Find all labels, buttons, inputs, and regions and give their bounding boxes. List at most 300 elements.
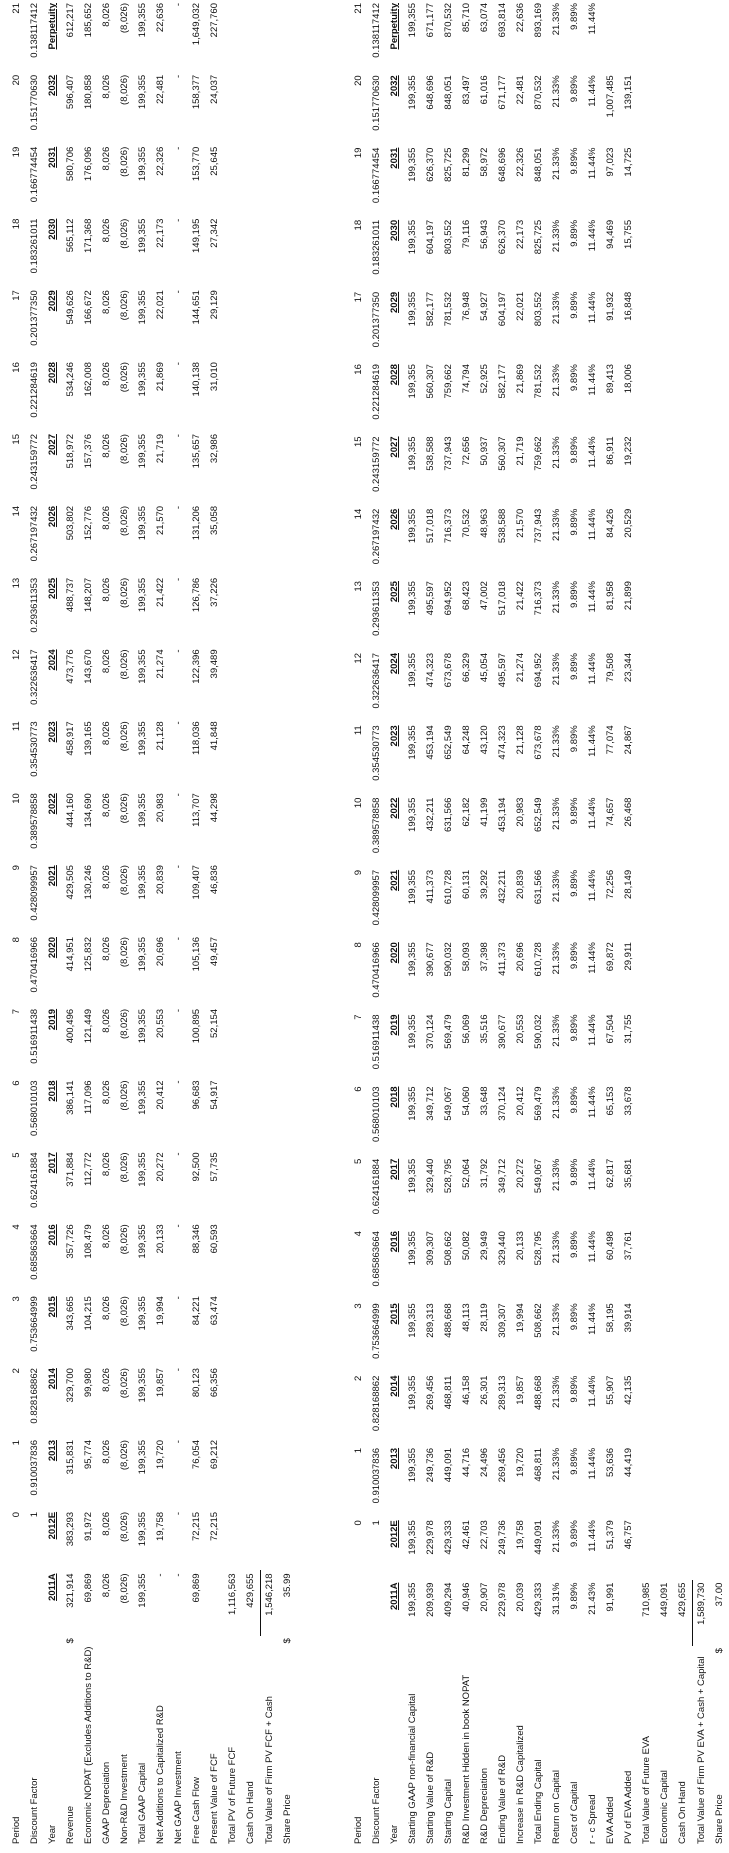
cell: 199,355 [407, 653, 418, 688]
currency-cell [422, 1646, 440, 1654]
cell: 11.44% [587, 1158, 598, 1191]
cell: 0.166774454 [29, 146, 40, 203]
row-eva [602, 0, 620, 1847]
cell: 199,355 [137, 362, 148, 397]
cell: 370,124 [497, 1086, 508, 1121]
cell: 31,792 [479, 1158, 490, 1188]
cell: 329,440 [425, 1158, 436, 1194]
cell: 66,329 [461, 653, 472, 683]
cell: 781,532 [533, 364, 544, 399]
cell: 349,712 [497, 1158, 508, 1194]
row-fcf [188, 0, 206, 1847]
cell: 249,736 [425, 1447, 436, 1483]
cell: 528,795 [533, 1231, 544, 1266]
currency-cell [386, 1646, 404, 1654]
row-period [8, 0, 26, 1847]
cell: 21 [353, 3, 364, 14]
row-net-add-rd [152, 0, 170, 1847]
cell: 2027 [47, 434, 58, 456]
cell: 68,423 [461, 581, 472, 611]
cell: 9.89% [569, 797, 580, 825]
cell: 0.267197432 [371, 508, 382, 565]
row-label: PV of EVA Added [623, 1770, 634, 1844]
cell: 2024 [389, 653, 400, 675]
cell: 6 [11, 1080, 22, 1086]
base-year-cell: 321,914 [65, 1573, 76, 1608]
cell: 143,670 [83, 649, 94, 684]
cell: 108,479 [83, 1224, 94, 1259]
cell: 2015 [47, 1296, 58, 1318]
cell: 18 [353, 219, 364, 231]
row-spread [584, 0, 602, 1847]
cell: 2032 [47, 74, 58, 96]
cell: 2013 [389, 1447, 400, 1470]
cell: 14 [11, 505, 22, 517]
cell: 9.89% [569, 1158, 580, 1186]
cell: 0.470416966 [371, 942, 382, 998]
row-roc [548, 0, 566, 1847]
cell: 329,440 [497, 1231, 508, 1266]
cell: 45,054 [479, 653, 490, 683]
base-year-cell: 21.43% [587, 1582, 598, 1615]
cell: 19,720 [515, 1447, 526, 1477]
cell: 144,651 [191, 290, 202, 325]
base-year-cell: 91,991 [605, 1582, 616, 1612]
cell: 199,355 [407, 869, 418, 905]
summary-value: 1,546,218 [261, 1570, 280, 1635]
base-year-cell: 20,039 [515, 1582, 526, 1612]
cell: 112,772 [83, 1152, 94, 1187]
cell: 14,725 [623, 147, 634, 177]
cell: 626,370 [425, 147, 436, 182]
cell: (8,026) [119, 865, 130, 896]
cell: 29,911 [623, 942, 634, 971]
row-end-rd [494, 0, 512, 1847]
cell: 19,994 [155, 1296, 166, 1326]
cell: 8,026 [101, 74, 112, 99]
cell: 16,848 [623, 291, 634, 321]
cell: 11.44% [587, 653, 598, 685]
cell: 11.44% [587, 1303, 598, 1335]
cell: 2020 [389, 942, 400, 964]
currency-cell [656, 1646, 674, 1654]
row-label: Year [389, 1824, 400, 1844]
cell: 21.33% [551, 942, 562, 975]
cell: 21.33% [551, 1520, 562, 1553]
cell: 105,136 [191, 937, 202, 972]
cell: 17 [11, 290, 22, 301]
cell: 458,917 [65, 721, 76, 756]
cell: 694,952 [533, 653, 544, 688]
cell: 8,026 [101, 1224, 112, 1249]
cell: 21,422 [515, 581, 526, 611]
cell: 11.44% [587, 75, 598, 107]
cell: 2020 [47, 937, 58, 959]
cell: 199,355 [137, 721, 148, 756]
cell: 11.44% [587, 725, 598, 757]
cell: 24,496 [479, 1447, 490, 1477]
cell: 72,656 [461, 436, 472, 466]
cell: 37,761 [623, 1231, 634, 1261]
cell: 693,814 [497, 3, 508, 38]
currency-cell [152, 1636, 170, 1644]
cell: 8,026 [101, 1440, 112, 1464]
cell: 2025 [389, 581, 400, 603]
cell: 176,096 [83, 146, 94, 182]
cell: - [173, 3, 184, 7]
cell: 199,355 [137, 1511, 148, 1547]
cell: 51,379 [605, 1520, 616, 1550]
row-label: R&D Investment Hidden in book NOPAT [461, 1674, 472, 1844]
summary-row [693, 0, 712, 1847]
cell: 21.33% [551, 725, 562, 758]
cell: 0.685863664 [29, 1224, 40, 1280]
cell: 8,026 [101, 1080, 112, 1105]
cell: 61,016 [479, 75, 490, 105]
currency-cell [98, 1636, 116, 1644]
currency-cell [458, 1646, 476, 1654]
cell: 488,668 [533, 1375, 544, 1410]
cell: 9.89% [569, 219, 580, 247]
cell: 22,636 [155, 3, 166, 33]
cell: 8 [353, 942, 364, 948]
cell: 199,355 [137, 649, 148, 684]
row-label: r - c Spread [587, 1794, 598, 1844]
cell: 8 [11, 937, 22, 943]
cell: 29,949 [479, 1231, 490, 1261]
cell: 9.89% [569, 436, 580, 464]
cell: 0.624161884 [371, 1158, 382, 1215]
cell: 2 [353, 1375, 364, 1381]
cell: 8,026 [101, 3, 112, 27]
cell: 9.89% [569, 942, 580, 970]
cell: 39,292 [479, 869, 490, 899]
row-label: R&D Depreciation [479, 1767, 490, 1844]
base-year-cell: 69,869 [83, 1573, 94, 1603]
cell: (8,026) [119, 1224, 130, 1255]
cell: 9.89% [569, 1447, 580, 1475]
cell: 8,026 [101, 577, 112, 602]
cell: 52,925 [479, 364, 490, 394]
cell: 11.44% [587, 1014, 598, 1046]
cell: 0.568010103 [29, 1080, 40, 1136]
cell: 580,706 [65, 146, 76, 182]
currency-cell [440, 1646, 458, 1654]
cell: 2015 [389, 1303, 400, 1325]
cell: - [173, 793, 184, 797]
cell: 33,648 [479, 1086, 490, 1116]
cell: 411,373 [425, 869, 436, 904]
cell: 131,206 [191, 505, 202, 541]
cell: 11.44% [587, 508, 598, 541]
cell: 20,696 [515, 942, 526, 972]
cell: 199,355 [407, 3, 418, 38]
cell: 20 [11, 74, 22, 86]
cell: 26,468 [623, 797, 634, 827]
cell: 518,972 [65, 434, 76, 469]
cell: 2012E [47, 1511, 58, 1540]
cell: 560,307 [425, 364, 436, 399]
cell: 35,058 [209, 505, 220, 535]
cell: 199,355 [137, 3, 148, 38]
cell: 21.33% [551, 1158, 562, 1191]
cell: 21.33% [551, 653, 562, 686]
cell: 0.267197432 [29, 505, 40, 562]
cell: - [173, 1368, 184, 1372]
cell: 99,980 [83, 1368, 94, 1398]
cell: 414,951 [65, 937, 76, 972]
cell: 199,355 [137, 1224, 148, 1259]
eva-valuation-table [350, 0, 729, 1847]
cell: 269,456 [425, 1375, 436, 1410]
row-end-cap [530, 0, 548, 1847]
cell: 612,217 [65, 3, 76, 38]
cell: 2019 [389, 1014, 400, 1036]
cell: 9.89% [569, 581, 580, 608]
cell: 759,662 [533, 436, 544, 471]
cell: 673,678 [443, 653, 454, 688]
row-period [350, 0, 368, 1847]
cell: 569,479 [443, 1014, 454, 1049]
cell: 20,133 [515, 1231, 526, 1261]
cell: 8,026 [101, 218, 112, 243]
cell: 20 [353, 75, 364, 86]
currency-cell [512, 1646, 530, 1654]
cell: 199,355 [137, 218, 148, 253]
cell: 122,396 [191, 649, 202, 684]
cell: 508,662 [533, 1303, 544, 1338]
cell: 54,917 [209, 1080, 220, 1110]
cell: 199,355 [407, 75, 418, 110]
cell: 8,026 [101, 1152, 112, 1177]
summary-row [224, 0, 242, 1847]
cell: 46,836 [209, 865, 220, 895]
cell: 449,091 [443, 1447, 454, 1483]
cell: 24,037 [209, 74, 220, 104]
cell: 199,355 [407, 1447, 418, 1483]
summary-value: 710,985 [641, 1582, 652, 1617]
row-coc [566, 0, 584, 1847]
summary-row [674, 0, 693, 1847]
cell: 610,728 [533, 942, 544, 977]
cell: 199,355 [137, 1440, 148, 1475]
cell: 2012E [389, 1520, 400, 1548]
cell: (8,026) [119, 434, 130, 465]
currency-cell: $ [282, 1638, 293, 1644]
cell: 85,710 [461, 3, 472, 33]
cell: 153,770 [191, 146, 202, 182]
cell: 166,672 [83, 290, 94, 325]
cell: 0.910037836 [29, 1440, 40, 1496]
cell: 139,165 [83, 721, 94, 756]
cell: 37,398 [479, 942, 490, 972]
summary-label: Share Price [714, 1794, 725, 1844]
cell: 604,197 [425, 219, 436, 255]
row-label: Net Additions to Capitalized R&D [155, 1705, 166, 1844]
cell: 716,373 [533, 581, 544, 616]
cell: 2029 [47, 290, 58, 312]
cell: (8,026) [119, 1008, 130, 1040]
cell: 432,211 [497, 869, 508, 904]
cell: 0.221284619 [29, 362, 40, 418]
cell: 590,032 [533, 1014, 544, 1049]
row-nonrd-inv [116, 0, 134, 1847]
cell: 88,346 [191, 1224, 202, 1254]
summary-value: 429,655 [245, 1573, 256, 1608]
cell: 199,355 [407, 364, 418, 399]
cell: 0.389578858 [371, 797, 382, 854]
row-label: Year [47, 1824, 58, 1844]
cell: 549,626 [65, 290, 76, 325]
base-year-cell [350, 1580, 368, 1646]
cell: 349,712 [425, 1086, 436, 1121]
cell: - [173, 649, 184, 653]
cell: (8,026) [119, 937, 130, 968]
cell: 8,026 [101, 290, 112, 314]
cell: 9.89% [569, 508, 580, 536]
cell: 0.753664999 [371, 1303, 382, 1359]
cell: 79,508 [605, 653, 616, 683]
cell: 2023 [389, 725, 400, 747]
cell: 8,026 [101, 362, 112, 386]
base-year-cell: - [173, 1573, 184, 1577]
cell: - [173, 505, 184, 510]
cell: 121,449 [83, 1008, 94, 1044]
cell: 139,151 [623, 75, 634, 110]
cell: 19,857 [155, 1368, 166, 1398]
summary-label: Total Value of Firm PV EVA + Cash + Capital [695, 1656, 707, 1844]
cell: 199,355 [407, 219, 418, 255]
cell: 648,696 [497, 147, 508, 182]
cell: 0.516911438 [29, 1008, 40, 1064]
row-label: Free Cash Flow [191, 1776, 202, 1844]
cell: - [173, 1080, 184, 1084]
cell: (8,026) [119, 577, 130, 608]
cell: 91,932 [605, 291, 616, 321]
cell: 67,504 [605, 1014, 616, 1044]
cell: 309,307 [425, 1231, 436, 1266]
currency-cell [80, 1636, 98, 1644]
row-label: Cost of Capital [569, 1781, 580, 1844]
row-rd-dep [476, 0, 494, 1847]
cell: - [173, 937, 184, 941]
cell: 5 [11, 1152, 22, 1158]
row-label: Total Ending Capital [533, 1759, 544, 1844]
cell: 0.428099957 [29, 865, 40, 921]
cell: 52,154 [209, 1008, 220, 1038]
cell: 12 [353, 653, 364, 664]
currency-cell [674, 1646, 693, 1654]
cell: 199,355 [137, 290, 148, 325]
cell: 3 [11, 1296, 22, 1302]
cell: 21.33% [551, 797, 562, 830]
cell: 20,529 [623, 508, 634, 538]
cell: 69,872 [605, 942, 616, 972]
cell: - [173, 146, 184, 150]
cell: 227,760 [209, 3, 220, 38]
cell: 2016 [389, 1231, 400, 1253]
cell: 9.89% [569, 869, 580, 897]
cell: 631,566 [533, 869, 544, 905]
cell: 20,133 [155, 1224, 166, 1254]
cell: 11.44% [587, 291, 598, 324]
cell: 343,665 [65, 1296, 76, 1331]
cell: 91,972 [83, 1511, 94, 1541]
cell: 18,006 [623, 364, 634, 394]
cell: 453,194 [497, 797, 508, 832]
cell: 2031 [47, 146, 58, 168]
cell: 11.44% [587, 436, 598, 468]
cell: 11.44% [587, 869, 598, 902]
cell: 383,293 [65, 1511, 76, 1547]
cell: 2026 [389, 508, 400, 530]
cell: 43,120 [479, 725, 490, 755]
cell: 0 [353, 1520, 364, 1526]
cell: 17 [353, 291, 364, 303]
cell: 64,248 [461, 725, 472, 755]
cell: (8,026) [119, 505, 130, 537]
cell: 803,552 [533, 291, 544, 327]
cell: 52,064 [461, 1158, 472, 1188]
currency-cell [693, 1646, 712, 1654]
cell: 15 [353, 436, 364, 448]
summary-row [279, 0, 297, 1847]
cell: 37,226 [209, 577, 220, 607]
cell: 432,211 [425, 797, 436, 832]
cell: 3 [353, 1303, 364, 1309]
cell: 21.33% [551, 869, 562, 903]
cell: 0.428099957 [371, 869, 382, 926]
cell: 848,051 [443, 75, 454, 110]
cell: 22,481 [155, 74, 166, 104]
cell: 11 [11, 721, 22, 732]
cell: - [173, 1008, 184, 1013]
cell: 23,344 [623, 653, 634, 683]
cell: 20,553 [515, 1014, 526, 1044]
cell: 8,026 [101, 793, 112, 817]
currency-cell [584, 1646, 602, 1654]
cell: 199,355 [407, 1086, 418, 1121]
cell: 11 [353, 725, 364, 736]
summary-label: Share Price [282, 1794, 293, 1844]
cell: 158,377 [191, 74, 202, 110]
cell: 24,867 [623, 725, 634, 755]
cell: 19,857 [515, 1375, 526, 1405]
cell: 2021 [389, 869, 400, 892]
cell: 560,307 [497, 436, 508, 471]
cell: 20,272 [515, 1158, 526, 1188]
cell: 21.33% [551, 1303, 562, 1336]
cell: 569,479 [533, 1086, 544, 1121]
cell: 737,943 [533, 508, 544, 544]
cell: 19,758 [515, 1520, 526, 1550]
cell: 50,082 [461, 1231, 472, 1261]
base-year-cell [8, 1570, 26, 1635]
row-gaap-dep [98, 0, 116, 1847]
cell: 1 [371, 1520, 382, 1526]
row-start-gaap [404, 0, 422, 1847]
cell: 694,952 [443, 581, 454, 616]
summary-row [656, 0, 674, 1847]
cell: 60,498 [605, 1231, 616, 1261]
cell: 21.33% [551, 1086, 562, 1119]
cell: 610,728 [443, 869, 454, 905]
cell: 62,182 [461, 797, 472, 827]
base-year-cell: 8,026 [101, 1573, 112, 1598]
cell: 386,141 [65, 1080, 76, 1115]
base-year-cell: - [155, 1573, 166, 1577]
currency-cell [188, 1636, 206, 1644]
